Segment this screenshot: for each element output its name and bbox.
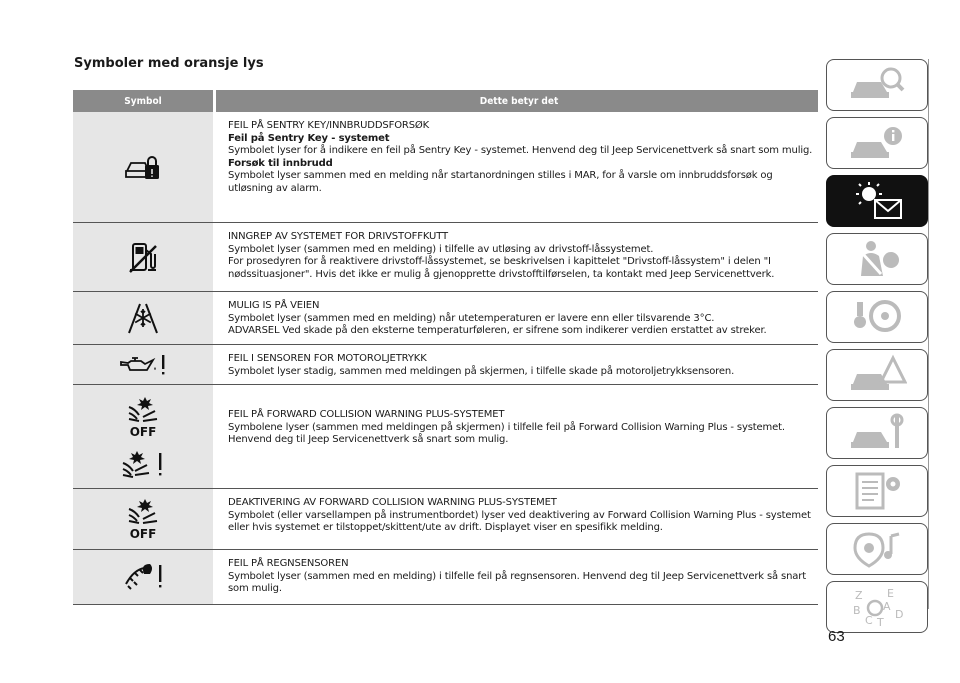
symbol-cell [73,112,213,222]
description-text: ADVARSEL Ved skade på den eksterne temperaturføleren, er sifrene som indikerer verdien erstattet av streker. [228,325,767,336]
tab-index[interactable] [826,581,928,633]
symbol-heading: FEIL PÅ FORWARD COLLISION WARNING PLUS-SYSTEMET [228,409,505,420]
tab-vehicle-info[interactable] [826,117,928,169]
header-symbol: Symbol [124,95,162,107]
off-label: OFF [129,527,157,541]
warning-light-message-icon [847,180,907,222]
meaning-cell [216,292,818,344]
index-letter: Z [855,589,863,602]
tab-maintenance[interactable] [826,407,928,459]
page-number: 63 [828,628,845,645]
oil-pressure-warning-icon [119,353,167,377]
table-row [73,345,818,385]
description-text: Symbolet lyser for å indikere en feil på Sentry Key - systemet. Henvend deg til Jeep Servicenettverk så snart som mulig. [228,145,813,156]
car-wrench-icon [847,412,907,454]
meaning-cell [216,223,818,291]
index-letter: E [887,587,894,600]
symbol-heading: DEAKTIVERING AV FORWARD COLLISION WARNING PLUS-SYSTEMET [228,497,557,508]
symbol-table [73,90,818,605]
forward-collision-disabled-icon [125,497,161,541]
description-text: Symbolet lyser (sammen med en melding) når utetemperaturen er lavere enn eller tilsvarende 3°C. [228,312,715,324]
symbol-cell [73,489,213,549]
seatbelt-person-icon [847,238,907,280]
subheading-text: Feil på Sentry Key - systemet [228,132,390,144]
meaning-cell [216,385,818,488]
key-steering-wheel-icon [847,296,907,338]
index-letter: D [895,608,904,621]
car-info-icon [847,122,907,164]
off-label: OFF [129,424,157,439]
multimedia-icon [847,528,907,570]
meaning-cell [216,489,818,549]
tab-vehicle-overview[interactable] [826,59,928,111]
subheading-text: Forsøk til innbrudd [228,157,333,169]
symbol-cell [73,385,213,488]
description-text: Symbolene lyser (sammen med meldingen på skjermen) i tilfelle feil på Forward Collision Warning Plus - systemet. Henvend deg til Jeep Servicenettverk så snart som mulig. [228,421,785,445]
tab-emergency[interactable] [826,349,928,401]
car-hazard-icon [847,354,907,396]
header-meaning: Dette betyr det [479,95,559,107]
car-magnifier-icon [847,64,907,106]
tab-multimedia[interactable] [826,523,928,575]
description-text: Symbolet lyser stadig, sammen med meldingen på skjermen, i tilfelle skade på motoroljetrykksensoren. [228,365,735,377]
index-letter: A [883,600,891,613]
symbol-heading: FEIL I SENSOREN FOR MOTOROLJETRYKK [228,353,427,364]
index-letter: T [877,616,884,628]
symbol-cell [73,345,213,384]
road-ice-icon [126,301,160,335]
symbol-heading: MULIG IS PÅ VEIEN [228,300,320,311]
description-text: Symbolet (eller varsellampen på instrumentbordet) lyser ved deaktivering av Forward Collision Warning Plus - systemet eller hvis systemet er tilstoppet/skittent/ute av drift. Displayet viser en spesifikk melding. [228,509,811,533]
page-title: Symboler med oransje lys [74,56,264,71]
index-letter: B [853,604,861,617]
forward-collision-off-icon [125,395,161,439]
table-row [73,489,818,550]
meaning-cell [216,550,818,604]
tab-starting-driving[interactable] [826,291,928,343]
table-header [73,90,818,112]
description-text: Symbolet lyser (sammen med en melding) i tilfelle feil på regnsensoren. Henvend deg til Jeep Servicenettverk så snart som mulig. [228,570,806,594]
chapter-tabs [826,59,928,639]
fuel-cutoff-icon [128,240,158,274]
rain-sensor-warning-icon [120,562,166,592]
table-row [73,385,818,489]
table-row [73,292,818,345]
sentry-key-lock-icon [123,153,163,181]
table-row [73,223,818,292]
sidebar-divider [928,59,929,609]
index-letter: C [865,614,873,627]
symbol-heading: INNGREP AV SYSTEMET FOR DRIVSTOFFKUTT [228,231,448,242]
meaning-cell [216,345,818,384]
alphabet-index-icon [847,586,907,628]
document-gear-icon [847,470,907,512]
symbol-heading: FEIL PÅ REGNSENSOREN [228,558,349,569]
tab-warning-lights[interactable] [826,175,928,227]
table-row [73,550,818,605]
description-text: Symbolet lyser (sammen med en melding) i tilfelle av utløsing av drivstoff-låssystemet. [228,243,654,255]
description-text: Symbolet lyser sammen med en melding når startanordningen stilles i MAR, for å varsle om innbruddsforsøk og utløsning av alarm. [228,170,773,194]
table-row [73,112,818,223]
symbol-cell [73,550,213,604]
symbol-cell [73,292,213,344]
meaning-cell [216,112,818,222]
symbol-heading: FEIL PÅ SENTRY KEY/INNBRUDDSFORSØK [228,120,430,131]
forward-collision-warning-icon [121,449,165,479]
tab-technical-data[interactable] [826,465,928,517]
tab-safety[interactable] [826,233,928,285]
description-text: For prosedyren for å reaktivere drivstoff-låssystemet, se beskrivelsen i kapittelet "Drivstoff-låssystem" i delen "I nødssituasjoner". Hvis det ikke er mulig å gjenopprette drivstofftilførselen, ta kontakt med Jeep Servicenettverk. [228,256,775,280]
symbol-cell [73,223,213,291]
